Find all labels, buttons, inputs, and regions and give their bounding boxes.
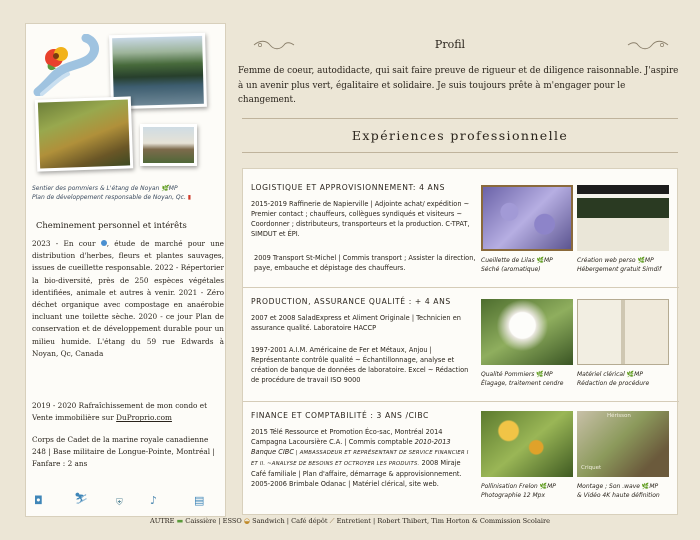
leaf-icon: 🌿 — [637, 257, 645, 264]
video-caption-1: Montage ; Son .wave — [577, 483, 640, 490]
logistics-text-2: 2009 Transport St-Michel | Commis transport ; Assister la direction, paye, embauche et dépistage des chauffeurs. — [254, 254, 476, 272]
documents-caption — [577, 371, 677, 388]
divider-top — [242, 118, 678, 119]
leaf-icon: 🌿 — [536, 371, 544, 378]
hornet-badge: MP — [547, 483, 556, 490]
orchard-photo — [35, 96, 133, 171]
hornet-caption-2: Photographie 12 Mpx — [481, 491, 546, 499]
production-text-1: 2007 et 2008 SaladExpress et Aliment Originale | Technicien en assurance qualité. Laboratoire HACCP — [251, 314, 461, 332]
caption-badge: MP — [168, 185, 178, 192]
video-montage-photo — [577, 411, 669, 477]
logo-image — [32, 34, 100, 96]
website-caption-1: Création web perso — [577, 257, 636, 264]
footer-d: Entretient | Robert Thibert, Tim Horton & Commission Scolaire — [336, 517, 551, 525]
canada-flag-icon: ▮ — [187, 194, 192, 201]
apple-badge: MP — [543, 371, 553, 378]
cash-icon: ▬ — [176, 517, 184, 525]
documents-photo — [577, 299, 669, 365]
book-icon: ▤ — [194, 494, 205, 507]
lilac-photo — [481, 185, 573, 251]
documents-caption-2: Rédaction de procédure — [577, 379, 650, 387]
documents-caption-1: Matériel clérical — [577, 371, 625, 378]
sandwich-icon: ◒ — [243, 517, 250, 525]
section-separator — [243, 401, 679, 402]
experiences-panel — [242, 168, 678, 515]
finance-title: FINANCE ET COMPTABILITÉ : 3 ANS /CIBC — [251, 411, 429, 420]
video-caption — [577, 483, 677, 500]
production-title: PRODUCTION, ASSURANCE QUALITÉ : + 4 ANS — [251, 297, 451, 306]
website-caption-2: Hébergement gratuit Simdif — [577, 265, 662, 273]
profil-text: Femme de coeur, autodidacte, qui sait faire preuve de rigueur et de diligence raisonnable. J'aspire à un avenir plus vert, égalitaire et solidaire. Je suis toujours prête à m'engager pour le changement. — [238, 66, 679, 105]
hornet-caption-1: Pollinisation Frelon — [481, 483, 538, 490]
condo-text-a: 2019 - 2020 Rafraîchissement de mon condo et Vente immobilière sur — [32, 401, 208, 423]
personal-path-text-a: 2023 - En cour — [32, 239, 96, 248]
lilac-caption-1: Cueillette de Lilas — [481, 257, 535, 264]
logistics-text-1: 2015-2019 Raffinerie de Napierville | Adjointe achat/ expédition ~ Premier contact ; chauffeurs, collègues syndiqués et visiteurs ~ Coordonner ; distributeurs, transporteurs et la production. C-TPAT, SIMDUT et ÉPI. — [251, 200, 470, 238]
cadet-text: Corps de Cadet de la marine royale canadienne 248 | Base militaire de Longue-Pointe, Montréal | Fanfare : 2 ans — [32, 435, 215, 469]
production-text-2: 1997-2001 A.I.M. Américaine de Fer et Métaux, Anjou | Représentante contrôle qualité ~ Échantillonnage, analyse et création de banque de données de laboratoire. Excel ~ Rédaction de procédure de travail ISO 9000 — [251, 346, 469, 384]
trumpet-icon: ♪ — [150, 494, 158, 507]
section-separator — [243, 287, 679, 288]
divider-bottom — [242, 152, 678, 153]
apple-blossom-photo — [481, 299, 573, 365]
footer-c: Sandwich | Café dépôt — [252, 517, 328, 525]
footer-b: Caissière | ESSO — [185, 517, 242, 525]
finance-cibc-role: | AMBASSADEUR ET REPRÉSENTANT DE SERVICE FINANCIER I ET II. ~ANALYSE DE BESOINS ET OCTROYER LES PRODUITS. — [251, 450, 469, 467]
hobby-icons — [34, 492, 220, 514]
personal-path-text-b: , étude de marché pour une distribution d'herbes, fleurs et plantes sauvages, issues de cueillette responsable. 2022 - Répertorier la bio-diversité, près de 250 espèces végétales identifiées, animale et autres à venir. 2021 - Zéro déchet organique avec compostage en anaérobie incluant une toilette sèche. 2020 - ce jour Plan de conservation et de développement durable pour un milieu humide. L'étang du 59 rue Edwards à Noyan, Qc, Canada — [32, 239, 224, 358]
logistics-title: LOGISTIQUE ET APPROVISIONNEMENT: 4 ANS — [251, 183, 446, 192]
leaf-icon: 🌿 — [536, 257, 544, 264]
left-column — [25, 23, 226, 517]
footer-other-jobs — [0, 517, 700, 526]
apple-caption-2: Élagage, traitement cendre — [481, 379, 564, 387]
ornament-left-icon — [252, 40, 296, 50]
lilac-caption — [481, 257, 581, 274]
leaf-icon: 🌿 — [161, 185, 169, 192]
finance-text-d: 2008 Miraje Café familiale | Plan d'affaire, démarrage & approvisionnement. 2005-2006 Brimbale Odanac | Matériel clérical, site web. — [251, 459, 462, 488]
finance-text-a: 2015 Télé Ressource et Promotion Éco-sac, Montréal 2014 Campagna Lacoursière C.A. | Commis comptable — [251, 428, 443, 446]
finance-cibc: 2010-2013 Banque CIBC — [251, 438, 451, 456]
personal-path-title: Cheminement personnel et intérêts — [36, 220, 187, 230]
experiences-title: Expériences professionnelle — [351, 128, 569, 143]
ornament-right-icon — [626, 40, 670, 50]
broom-icon: ⟋ — [329, 517, 335, 525]
video-badge: MP — [649, 483, 659, 490]
photo-caption — [32, 184, 224, 202]
website-screenshot — [577, 185, 669, 251]
leaf-icon: 🌿 — [626, 371, 635, 378]
caption-line-2: Plan de développement responsable de Noyan, Qc. — [32, 194, 186, 201]
lilac-badge: MP — [543, 257, 553, 264]
lilac-caption-2: Séché (aromatique) — [481, 265, 541, 273]
hornet-photo — [481, 411, 573, 477]
video-caption-2: & Vidéo 4K haute définition — [577, 491, 660, 499]
skier-icon: ⛷ — [74, 492, 88, 505]
footer-a: AUTRE — [149, 517, 175, 525]
website-caption — [577, 257, 677, 274]
hornet-caption — [481, 483, 581, 500]
duproprio-link[interactable]: DuProprio.com — [116, 413, 172, 423]
personal-path-text — [32, 238, 224, 360]
caption-line-1: Sentier des pommiers & L'étang de Noyan — [32, 185, 160, 192]
website-badge: MP — [644, 257, 654, 264]
condo-text — [32, 400, 224, 424]
documents-badge: MP — [634, 371, 643, 378]
overlay-criquet: Criquet — [581, 465, 602, 471]
apple-caption-1: Qualité Pommiers — [481, 371, 535, 378]
finance-text — [251, 427, 475, 489]
overlay-herisson: Hérisson — [607, 413, 631, 419]
apple-caption — [481, 371, 581, 388]
leaf-icon: 🌿 — [641, 483, 650, 490]
shield-badge-icon: ⛨ — [116, 498, 123, 508]
leaf-icon: 🌿 — [539, 483, 548, 490]
camera-icon: ◘ — [34, 494, 43, 507]
profil-title: Profil — [434, 38, 466, 51]
house-photo — [140, 124, 197, 166]
